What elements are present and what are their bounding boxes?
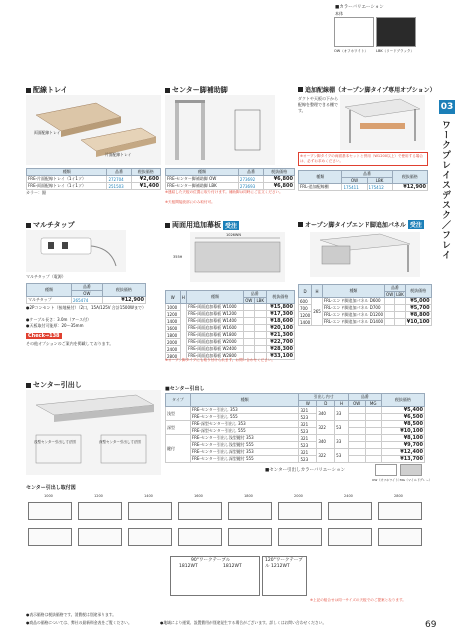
row-ow — [348, 442, 365, 449]
table-row — [166, 449, 425, 456]
row-h: 33 — [335, 435, 349, 449]
row-name: FRE-両面追加幕板 W1200 — [187, 311, 244, 318]
corner-box-120-title: 120°ワークテーブル — [265, 558, 303, 569]
row-price: ¥12,900 — [392, 184, 427, 191]
row-mg — [365, 414, 381, 421]
col-ow: OW — [243, 298, 254, 304]
col-price: 税抜価格 — [266, 291, 294, 304]
col-d: D — [317, 401, 335, 407]
layout-desk-diagram — [128, 528, 172, 546]
shallow-drawer-label: 浅型センター引出し寸法図 — [34, 440, 76, 444]
row-d: 322 — [317, 421, 335, 435]
col-ow: OW — [348, 401, 365, 407]
partition-table — [165, 290, 295, 360]
row-name: FRE-両面追加幕板 W2800 — [187, 353, 244, 360]
row-name: FRL-エンド脚追加パネル D1400 — [323, 319, 384, 324]
col-type: 種類 — [166, 169, 239, 176]
row-ow — [243, 339, 254, 346]
row-mg — [365, 421, 381, 428]
row-price: ¥10,100 — [406, 319, 430, 325]
col-mg: MG — [365, 401, 381, 407]
row-w: 1400 — [166, 318, 181, 325]
row-w: 523 — [299, 456, 317, 463]
col-h: H — [312, 285, 323, 298]
row-lbk — [254, 325, 266, 332]
row-lbk — [254, 318, 266, 325]
row-price: ¥1,400 — [131, 183, 160, 190]
row-h: 33 — [335, 407, 349, 421]
row-h — [180, 304, 187, 360]
row-name: FRL-エンド脚追加パネル D700 — [322, 305, 384, 312]
row-ow — [348, 456, 365, 463]
row-w: 321 — [299, 435, 317, 442]
layout-width-label: 1800 — [244, 494, 253, 498]
swatch-drawer-ow — [375, 464, 397, 476]
row-category: 深型 — [166, 421, 191, 435]
corner-box-90-code-1: 1812WT — [179, 564, 198, 569]
row-code: 251503 — [107, 183, 131, 190]
col-lbk: LBK — [254, 298, 266, 304]
row-w: 321 — [299, 407, 317, 414]
center-leg-note-1: ※連結した天板の位置に取り付けます。補助脚は同時にご注文ください。 — [165, 190, 283, 194]
table-row — [166, 183, 295, 190]
swatch-lbk — [376, 17, 416, 47]
col-code: 品番 — [342, 171, 392, 178]
layout-width-label: 1200 — [94, 494, 103, 498]
row-name: FRE-深型センター引出し 555 — [190, 428, 299, 435]
single-tray-label: 片面配線トレイ — [105, 152, 132, 157]
row-name: FRE-センター引出し 353 — [190, 407, 299, 414]
cable-tray-title: 配線トレイ — [26, 85, 68, 95]
row-ow — [243, 325, 254, 332]
check-link[interactable]: Check→138 — [28, 333, 60, 339]
col-code: 品番 — [72, 284, 103, 291]
row-name: FRE-両面配線トレイ（1イ1ソ） — [27, 183, 107, 190]
table-row — [27, 297, 146, 304]
row-name: FRE-センター引出し浅型鍵付 353 — [190, 435, 299, 442]
footer-note-1: ●表示価格は税抜価格です。消費税は別途承ります。 — [26, 612, 117, 617]
row-name: FRE-両面追加幕板 W1000 — [187, 304, 244, 311]
row-price: ¥10,100 — [381, 428, 424, 435]
row-name: FRE-両面追加幕板 W1800 — [187, 332, 244, 339]
row-ow — [385, 298, 395, 305]
row-price: ¥8,100 — [381, 435, 424, 442]
drawer-color-title: ■センター引出しカラーバリエーション — [265, 468, 346, 473]
col-lbk: LBK — [396, 292, 404, 297]
deep-drawer-label: 深型センター引出し寸法図 — [99, 440, 141, 444]
table-row — [27, 183, 161, 190]
layout-desk-diagram — [378, 502, 422, 520]
row-w: 1200 — [166, 311, 181, 318]
row-price: ¥21,300 — [266, 332, 294, 339]
col-d: D — [299, 285, 312, 298]
corner-box-90-code-2: 1812WT — [223, 564, 242, 569]
col-type: 種類 — [190, 394, 299, 407]
chapter-label: ワークプレイスデスク／フレイ — [440, 120, 450, 260]
row-name — [166, 176, 239, 183]
partition-dim-w: 1026WN — [226, 233, 241, 237]
col-w: W — [166, 291, 181, 304]
row-price: ¥5,700 — [405, 305, 431, 312]
row-lbk — [254, 346, 266, 353]
row-ow — [243, 332, 254, 339]
row-w: 2800 — [166, 353, 181, 360]
layout-desk-diagram — [78, 528, 122, 546]
footer-note-3: ●地域により運賃、設置費用が別途発生する場合がございます。詳しくはお問い合わせください。 — [160, 620, 327, 625]
row-ow: 175411 — [342, 184, 367, 191]
layout-desk-diagram — [78, 502, 122, 520]
row-h: 53 — [335, 421, 349, 435]
row-lbk — [254, 332, 266, 339]
row-price: ¥9,700 — [381, 442, 424, 449]
row-name: FRL-エンド脚追加パネル D1200 — [323, 312, 384, 317]
drawer-table-title: ■センター引出し — [165, 386, 205, 392]
layout-chart-title: センター引出し取付図 — [26, 485, 76, 491]
row-mg — [365, 456, 381, 463]
row-lbk — [395, 319, 406, 326]
col-code: 品番 — [238, 169, 263, 176]
corner-box-120 — [262, 556, 307, 596]
multitap-title: マルチタップ — [26, 220, 75, 230]
open-leg-tray-title: 追加配線棚（オープン脚タイプ専用オプション） — [298, 85, 436, 94]
row-name: FRE-両面追加幕板 W1400 — [187, 318, 244, 325]
layout-desk-diagram — [278, 502, 322, 520]
row-code: 273692 — [238, 176, 263, 183]
row-price: ¥12,400 — [381, 449, 424, 456]
partition-dim-h: 355H — [173, 255, 183, 259]
center-leg-title: センター脚補助脚 — [165, 85, 228, 95]
row-w: 321 — [299, 449, 317, 456]
color-variation-body-label: 本体 — [335, 11, 343, 16]
row-code: 272704 — [107, 176, 131, 183]
swatch-ow — [334, 17, 374, 47]
row-price: ¥33,100 — [266, 353, 294, 360]
row-w: 1600 — [166, 325, 181, 332]
swatch-lbk-label: LBK（リードブラック） — [376, 49, 414, 53]
layout-chart-note: ※上記の組合せは同一サイズの天板でのご提案となります。 — [310, 598, 406, 602]
layout-desk-diagram — [228, 528, 272, 546]
layout-width-label: 2400 — [344, 494, 353, 498]
row-price: ¥20,100 — [266, 325, 294, 332]
row-w: 523 — [299, 414, 317, 421]
row-price: ¥15,800 — [266, 304, 294, 311]
table-row — [166, 435, 425, 442]
swatch-drawer-mg-label: MG（マイルドグレー） — [400, 478, 432, 482]
row-price: ¥6,800 — [264, 176, 295, 183]
col-category: タイプ — [166, 394, 191, 407]
row-mg — [365, 449, 381, 456]
table-row — [166, 407, 425, 414]
swatch-drawer-ow-label: OW（オフホワイト） — [372, 478, 402, 482]
row-lbk — [395, 312, 406, 319]
col-h: H — [180, 291, 187, 304]
open-panel-title: オープン脚タイプエンド脚追加パネル 受注 — [298, 220, 424, 229]
double-tray-label: 両面配線トレイ — [34, 130, 61, 135]
multitap-spec-3: ●天板取付可能厚：20～35mm — [26, 323, 84, 328]
table-row — [166, 442, 425, 449]
footer-note-2: ●商品の価格については、弊社の最新料金表をご覧ください。 — [26, 620, 132, 625]
row-price: ¥28,300 — [266, 346, 294, 353]
row-d: 322 — [317, 449, 335, 463]
row-name-text: FRE-センター脚補助脚 — [167, 183, 208, 188]
row-lbk — [254, 304, 266, 311]
row-w: 321 — [299, 421, 317, 428]
layout-desk-diagram — [328, 502, 372, 520]
open-panel-table — [298, 284, 432, 326]
layout-desk-diagram — [178, 502, 222, 520]
row-mg — [365, 442, 381, 449]
row-name: FRE-両面追加幕板 W1600 — [187, 325, 244, 332]
center-leg-table — [165, 168, 295, 190]
row-w: 1800 — [166, 332, 181, 339]
row-w: 2400 — [166, 346, 181, 353]
row-d: 1400 — [300, 319, 311, 325]
col-lbk: LBK — [367, 178, 392, 184]
open-leg-tray-table — [298, 170, 428, 191]
row-category: 浅型 — [166, 407, 191, 421]
multitap-table — [26, 283, 146, 304]
made-to-order-badge: 受注 — [225, 222, 238, 230]
row-name: FRE-センター引出し深型鍵付 353 — [190, 449, 299, 456]
row-price: ¥6,500 — [381, 414, 424, 421]
row-mg — [365, 435, 381, 442]
open-leg-tray-note: ※オープン脚タイプの両面基本セットと併用（W1200以上）で使用する場合は、必ずお求めください。 — [298, 152, 428, 166]
multitap-caption: マルチタップ（電源） — [26, 274, 66, 279]
open-leg-tray-desc: ダクトや天板の下から配線を整理できる棚です。 — [298, 96, 338, 113]
center-drawer-table — [165, 393, 425, 463]
multitap-spec-2: ●ケーブル長さ：3.0m（アース付） — [26, 317, 92, 322]
row-name: FRE-深型センター引出し 353 — [190, 421, 299, 428]
table-row — [299, 298, 432, 305]
row-h: 265 — [312, 298, 323, 326]
row-name: FRL-追加配線棚 — [299, 184, 342, 191]
col-code: 品番 — [107, 169, 131, 176]
row-code: 273693 — [238, 183, 263, 190]
col-ow: OW — [386, 292, 394, 297]
swatch-ow-label: OW（オフホワイト） — [334, 49, 369, 53]
layout-width-label: 1600 — [194, 494, 203, 498]
layout-width-label: 2000 — [294, 494, 303, 498]
center-leg-illustration — [165, 95, 275, 165]
table-row — [166, 176, 295, 183]
layout-desk-diagram — [28, 528, 72, 546]
corner-box-90 — [170, 556, 260, 596]
multitap-spec-1: ●2Pコンセント（接地極付）（2口，15A/125V 合計1500Wまで） — [26, 305, 146, 310]
partition-illustration — [190, 232, 285, 282]
row-price: ¥5,400 — [381, 407, 424, 414]
col-type: 種類 — [322, 285, 384, 298]
row-name: FRE-両面追加幕板 W2400 — [187, 346, 244, 353]
row-category: 鍵付 — [166, 435, 191, 463]
row-lbk: 175412 — [367, 184, 392, 191]
row-lbk — [395, 305, 406, 312]
page-number: 69 — [425, 620, 437, 630]
row-h: 53 — [335, 449, 349, 463]
row-d: 600 — [299, 298, 312, 305]
partition-title: 両面用追加幕板 受注 — [165, 220, 239, 230]
swatch-drawer-mg — [400, 464, 422, 476]
col-code: 品番 — [348, 394, 381, 401]
corner-box-90-title: 90°ワークテーブル — [191, 558, 231, 563]
table-row — [166, 456, 425, 463]
row-name: FRE-センター引出し深型鍵付 555 — [190, 456, 299, 463]
row-ow — [348, 407, 365, 414]
row-ow — [348, 449, 365, 456]
row-lbk — [395, 298, 406, 305]
layout-width-label: 1400 — [144, 494, 153, 498]
open-leg-illustration — [340, 95, 425, 150]
row-price: ¥8,800 — [405, 312, 431, 319]
col-price: 税抜価格 — [392, 171, 427, 184]
row-name: FRE-片面配線トレイ（1イ1ソ） — [27, 176, 107, 183]
row-price: ¥22,700 — [266, 339, 294, 346]
col-code: 品番 — [243, 291, 266, 298]
center-drawer-illustration — [26, 390, 161, 475]
layout-desk-diagram — [328, 528, 372, 546]
col-price: 税抜価格 — [381, 394, 424, 407]
row-price: ¥13,700 — [381, 456, 424, 463]
col-price: 税抜価格 — [102, 284, 145, 297]
row-color: LBK — [209, 183, 217, 188]
partition-image — [190, 232, 285, 282]
multitap-illustration — [26, 230, 126, 272]
center-drawer-title: センター引出し — [26, 380, 82, 390]
row-lbk — [254, 311, 266, 318]
row-d: 340 — [317, 435, 335, 449]
row-ow — [385, 312, 395, 319]
col-code: 品番 — [385, 285, 406, 292]
row-w: 2000 — [166, 339, 181, 346]
layout-desk-diagram — [228, 502, 272, 520]
open-panel-illustration — [310, 232, 420, 277]
row-price: ¥6,800 — [264, 183, 295, 190]
table-row — [299, 184, 428, 191]
row-price: ¥12,900 — [102, 297, 145, 304]
multitap-image — [26, 230, 126, 272]
row-price: ¥17,300 — [266, 311, 294, 318]
col-inner-dims: 引出し内寸 — [299, 394, 348, 401]
row-lbk — [254, 339, 266, 346]
row-name: FRL-エンド脚追加パネル D600 — [322, 298, 384, 305]
table-row — [166, 304, 295, 311]
col-ow: OW — [72, 291, 103, 297]
row-name: FRE-センター引出し 555 — [190, 414, 299, 421]
row-d: 1200 — [300, 312, 311, 318]
col-h: H — [335, 401, 349, 407]
cable-tray-table — [26, 168, 161, 190]
col-price: 税抜価格 — [264, 169, 295, 176]
row-name: FRE-両面追加幕板 W2000 — [187, 339, 244, 346]
row-code: 265474 — [72, 297, 103, 304]
row-name-text: FRE-センター脚補助脚 — [167, 176, 208, 181]
center-leg-image — [165, 95, 275, 165]
row-w: 523 — [299, 442, 317, 449]
row-mg — [365, 407, 381, 414]
col-w: W — [299, 401, 317, 407]
check-note: その他オプションのご案内を掲載しております。 — [26, 341, 114, 346]
layout-desk-diagram — [278, 528, 322, 546]
table-row — [166, 428, 425, 435]
layout-desk-diagram — [28, 502, 72, 520]
open-leg-tray-image — [340, 95, 425, 150]
color-variation-heading: ■カラーバリエーション — [335, 5, 384, 10]
col-type: 種類 — [27, 169, 107, 176]
row-name: マルチタップ — [27, 297, 72, 304]
row-d: 340 — [317, 407, 335, 421]
center-drawer-image — [26, 390, 161, 475]
col-type: 種類 — [299, 171, 342, 184]
table-row — [166, 421, 425, 428]
row-ow — [243, 346, 254, 353]
row-ow — [243, 311, 254, 318]
corner-box-120-code: 1212WT — [271, 564, 290, 569]
row-name — [166, 183, 239, 190]
center-leg-note-2: ※天板間接続部にのみ取付可。 — [165, 200, 215, 204]
table-row — [166, 414, 425, 421]
layout-width-label: 1000 — [44, 494, 53, 498]
cable-tray-color: カラー：銀 — [26, 190, 46, 195]
row-ow — [243, 318, 254, 325]
table-row — [27, 176, 161, 183]
row-w: 1000 — [166, 304, 181, 311]
row-w: 523 — [299, 428, 317, 435]
row-name: FRE-センター引出し浅型鍵付 555 — [190, 442, 299, 449]
layout-desk-diagram — [378, 528, 422, 546]
row-ow — [348, 414, 365, 421]
row-price: ¥2,600 — [131, 176, 160, 183]
row-ow — [348, 428, 365, 435]
row-mg — [365, 428, 381, 435]
row-color: OW — [209, 176, 217, 181]
col-price: 税抜価格 — [131, 169, 160, 176]
col-type: 種類 — [27, 284, 72, 297]
row-ow — [348, 421, 365, 428]
row-d: 700 — [299, 305, 312, 312]
made-to-order-badge: 受注 — [409, 222, 422, 229]
col-price: 税抜価格 — [405, 285, 431, 298]
row-ow — [385, 305, 395, 312]
row-price: ¥8,500 — [381, 421, 424, 428]
row-ow — [348, 435, 365, 442]
layout-desk-diagram — [178, 528, 222, 546]
layout-width-label: 2800 — [394, 494, 403, 498]
col-type: 種類 — [187, 291, 244, 304]
chapter-tab[interactable]: 03 — [440, 102, 454, 112]
col-ow: OW — [342, 178, 367, 184]
row-price: ¥5,000 — [405, 298, 431, 305]
layout-desk-diagram — [128, 502, 172, 520]
partition-note: ※オープン脚タイプにも取り付けられます。お問い合わせください。 — [165, 358, 276, 362]
row-ow — [385, 319, 395, 326]
row-price: ¥18,600 — [266, 318, 294, 325]
row-ow — [243, 304, 254, 311]
open-panel-image — [310, 232, 420, 277]
